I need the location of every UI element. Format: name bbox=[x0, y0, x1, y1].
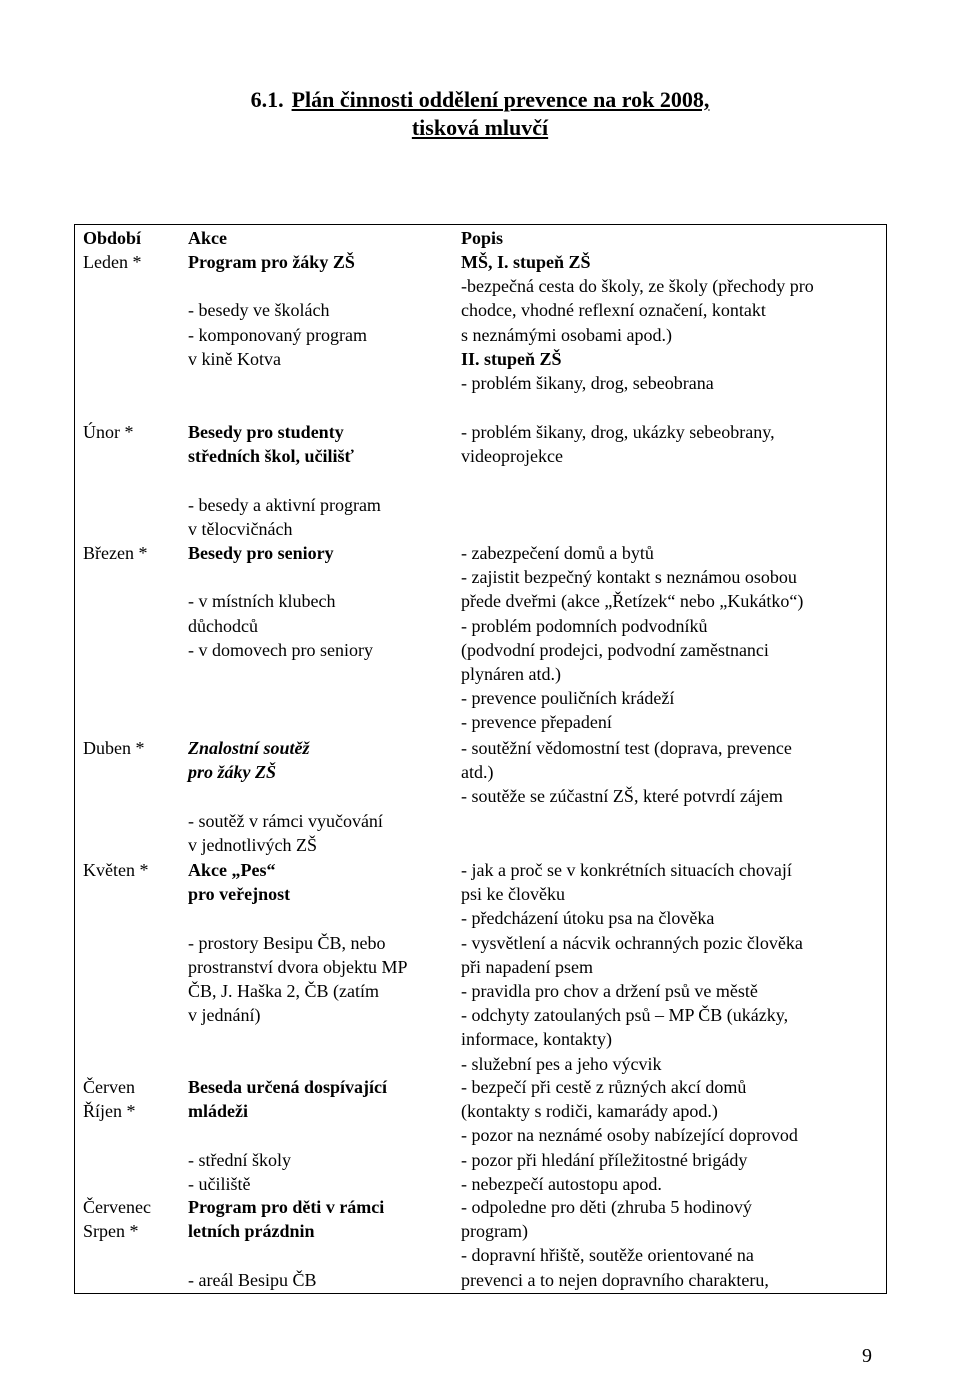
action-line: Program pro žáky ZŠ bbox=[188, 252, 355, 272]
action-cell bbox=[188, 420, 381, 541]
action-line: Besedy pro studenty bbox=[188, 422, 344, 442]
action-line: v kině Kotva bbox=[188, 348, 281, 369]
header-action: Akce bbox=[188, 228, 227, 248]
period-cell bbox=[83, 541, 147, 565]
action-line: v tělocvičnách bbox=[188, 518, 293, 539]
action-line: - prostory Besipu ČB, nebo bbox=[188, 932, 386, 953]
description-line: psi ke člověku bbox=[461, 884, 565, 905]
description-line: - pozor na neznámé osoby nabízející doprovod bbox=[461, 1125, 798, 1146]
action-line: prostranství dvora objektu MP bbox=[188, 956, 408, 977]
description-line: (podvodní prodejci, podvodní zaměstnanci bbox=[461, 639, 769, 660]
action-line: v jednotlivých ZŠ bbox=[188, 834, 317, 855]
action-line: - besedy a aktivní program bbox=[188, 494, 381, 515]
description-line: - předcházení útoku psa na člověka bbox=[461, 908, 715, 929]
description-line: - odpoledne pro děti (zhruba 5 hodinový bbox=[461, 1197, 752, 1217]
action-cell bbox=[188, 858, 407, 1027]
action-line: Program pro děti v rámci bbox=[188, 1197, 385, 1217]
action-line: Besedy pro seniory bbox=[188, 543, 334, 563]
description-line: -bezpečná cesta do školy, ze školy (přechody pro bbox=[461, 276, 814, 297]
description-cell bbox=[461, 541, 803, 735]
period-cell bbox=[83, 858, 148, 882]
description-line: - pravidla pro chov a držení psů ve městě bbox=[461, 981, 758, 1002]
action-line: - v domovech pro seniory bbox=[188, 639, 373, 660]
period-label: Březen * bbox=[83, 543, 148, 563]
description-line: - dopravní hřiště, soutěže orientované na bbox=[461, 1245, 754, 1266]
action-line bbox=[188, 784, 383, 808]
page-subtitle bbox=[0, 114, 960, 142]
description-line: - soutěžní vědomostní test (doprava, prevence bbox=[461, 738, 792, 758]
description-cell bbox=[461, 1195, 769, 1292]
action-line: - soutěž v rámci vyučování bbox=[188, 810, 383, 831]
action-line: - učiliště bbox=[188, 1173, 251, 1194]
description-line: atd.) bbox=[461, 762, 494, 783]
action-line: - besedy ve školách bbox=[188, 300, 330, 321]
plan-table bbox=[74, 224, 887, 1294]
period-label: Leden * bbox=[83, 252, 142, 272]
description-line: chodce, vhodné reflexní označení, kontakt bbox=[461, 300, 766, 321]
action-cell bbox=[188, 541, 373, 662]
description-line: - problém šikany, drog, sebeobrana bbox=[461, 373, 714, 394]
description-line: II. stupeň ZŠ bbox=[461, 348, 562, 369]
description-line: - odchyty zatoulaných psů – MP ČB (ukázky, bbox=[461, 1005, 789, 1026]
header-description: Popis bbox=[461, 228, 504, 248]
description-line: - prevence pouličních krádeží bbox=[461, 688, 675, 709]
description-line: informace, kontakty) bbox=[461, 1029, 612, 1050]
description-cell bbox=[461, 1075, 798, 1196]
action-cell bbox=[188, 1195, 384, 1292]
action-cell bbox=[188, 736, 383, 857]
period-label: Červen bbox=[83, 1077, 135, 1097]
period-label: Únor * bbox=[83, 422, 134, 442]
period-cell bbox=[83, 420, 134, 444]
section-number: 6.1. bbox=[250, 87, 284, 112]
period-label: Říjen * bbox=[83, 1101, 136, 1122]
description-line: - problém podomních podvodníků bbox=[461, 615, 708, 636]
description-line: - pozor při hledání příležitostné brigády bbox=[461, 1149, 748, 1170]
action-cell bbox=[188, 250, 367, 371]
description-line: MŠ, I. stupeň ZŠ bbox=[461, 252, 591, 272]
action-line: - střední školy bbox=[188, 1149, 291, 1170]
action-line bbox=[188, 468, 381, 492]
description-cell bbox=[461, 250, 814, 395]
action-line bbox=[188, 1243, 384, 1267]
action-line: mládeži bbox=[188, 1101, 248, 1122]
description-cell bbox=[461, 736, 792, 809]
description-line: - služební pes a jeho výcvik bbox=[461, 1053, 662, 1074]
action-line: důchodců bbox=[188, 615, 258, 636]
action-line: v jednání) bbox=[188, 1005, 261, 1026]
description-line: - zabezpečení domů a bytů bbox=[461, 543, 654, 563]
description-line: přede dveřmi (akce „Řetízek“ nebo „Kukátko“) bbox=[461, 591, 804, 612]
action-line: letních prázdnin bbox=[188, 1221, 315, 1242]
action-line: Akce „Pes“ bbox=[188, 860, 276, 880]
description-line: - vysvětlení a nácvik ochranných pozic člověka bbox=[461, 932, 803, 953]
period-cell bbox=[83, 1195, 151, 1243]
description-line: videoprojekce bbox=[461, 446, 563, 467]
title-line-1: Plán činnosti oddělení prevence na rok 2008, bbox=[291, 87, 710, 112]
description-cell bbox=[461, 420, 775, 468]
action-line bbox=[188, 906, 407, 930]
period-cell bbox=[83, 1075, 136, 1123]
action-line bbox=[188, 1123, 387, 1147]
action-line: středních škol, učilišť bbox=[188, 446, 354, 467]
period-label: Květen * bbox=[83, 860, 149, 880]
action-line: - komponovaný program bbox=[188, 324, 367, 345]
description-line: plynáren atd.) bbox=[461, 664, 561, 685]
description-line: program) bbox=[461, 1221, 528, 1242]
action-line: - v místních klubech bbox=[188, 591, 336, 612]
action-line: - areál Besipu ČB bbox=[188, 1269, 317, 1290]
description-line: - problém šikany, drog, ukázky sebeobrany, bbox=[461, 422, 775, 442]
period-label: Srpen * bbox=[83, 1221, 139, 1242]
action-line bbox=[188, 565, 373, 589]
description-line: - soutěže se zúčastní ZŠ, které potvrdí zájem bbox=[461, 786, 783, 807]
description-line: - bezpečí při cestě z různých akcí domů bbox=[461, 1077, 747, 1097]
description-line: s neznámými osobami apod.) bbox=[461, 324, 672, 345]
action-cell bbox=[188, 1075, 387, 1196]
description-line: - nebezpečí autostopu apod. bbox=[461, 1173, 662, 1194]
period-cell bbox=[83, 250, 141, 274]
action-line bbox=[188, 274, 367, 298]
description-line: (kontakty s rodiči, kamarády apod.) bbox=[461, 1101, 718, 1122]
description-line: při napadení psem bbox=[461, 956, 593, 977]
description-line: prevenci a to nejen dopravního charakteru, bbox=[461, 1269, 769, 1290]
period-label: Duben * bbox=[83, 738, 145, 758]
action-line: pro žáky ZŠ bbox=[188, 762, 277, 783]
description-line: - jak a proč se v konkrétních situacích chovají bbox=[461, 860, 792, 880]
description-line: - prevence přepadení bbox=[461, 712, 612, 733]
header-period: Období bbox=[83, 228, 142, 248]
title-line-2: tisková mluvčí bbox=[411, 115, 549, 140]
description-line: - zajistit bezpečný kontakt s neznámou osobou bbox=[461, 567, 797, 588]
action-line: Beseda určená dospívající bbox=[188, 1077, 388, 1097]
action-line: Znalostní soutěž bbox=[188, 738, 310, 758]
action-line: pro veřejnost bbox=[188, 884, 291, 905]
period-cell bbox=[83, 736, 145, 760]
description-cell bbox=[461, 858, 803, 1076]
action-line: ČB, J. Haška 2, ČB (zatím bbox=[188, 981, 379, 1001]
period-label: Červenec bbox=[83, 1197, 151, 1217]
page-number: 9 bbox=[862, 1345, 872, 1367]
page-title bbox=[0, 86, 960, 114]
